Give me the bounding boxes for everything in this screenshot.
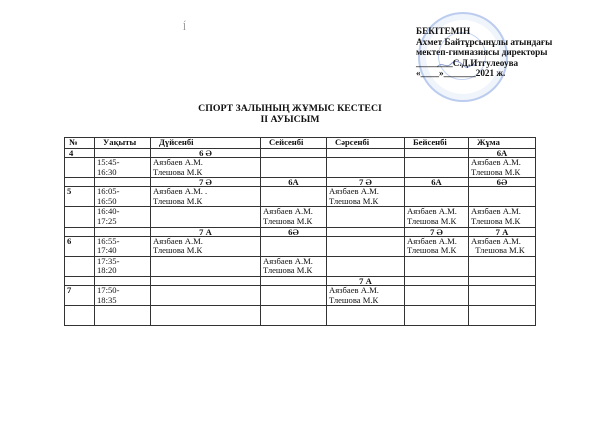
- cell-line: Аязбаев А.М.: [263, 256, 313, 266]
- cell-line: Аязбаев А.М.: [329, 186, 379, 197]
- table-cell: [327, 306, 405, 326]
- cell-line: 16:55-: [97, 236, 120, 246]
- table-cell: [261, 285, 327, 305]
- row-number-cell: [65, 306, 95, 326]
- table-row: [65, 236, 536, 256]
- table-cell: [405, 207, 469, 227]
- table-cell: [405, 187, 469, 207]
- table-cell: [151, 207, 261, 227]
- cell-line: Аязбаев А.М.: [329, 285, 379, 295]
- table-cell: [327, 149, 405, 158]
- cell-line: Тлешова М.К: [407, 245, 457, 256]
- table-cell: [405, 276, 469, 285]
- approval-line: ________С.Д.Итгулеоува: [416, 57, 519, 68]
- table-cell: [261, 306, 327, 326]
- table-cell: [151, 256, 261, 276]
- table-cell: [261, 207, 327, 227]
- row-number-cell: [65, 256, 95, 276]
- cell-line: Тлешова М.К: [329, 195, 379, 206]
- cell-line: 17:35-: [97, 256, 120, 266]
- cell-line: 7 А: [199, 227, 212, 237]
- table-cell: [327, 187, 405, 207]
- table-row: [65, 187, 536, 207]
- cell-line: Аязбаев А.М.: [153, 157, 203, 167]
- row-number-cell: [65, 187, 95, 207]
- approval-line: Ахмет Байтұрсынұлы атындағы: [416, 36, 553, 47]
- cell-line: 6Ә: [288, 227, 299, 237]
- table-cell: [151, 149, 261, 158]
- table-cell: [261, 256, 327, 276]
- schedule-table: [64, 137, 536, 326]
- table-cell: [261, 158, 327, 178]
- class-group-row: [65, 227, 536, 236]
- table-header-row: [65, 138, 536, 149]
- time-cell: [95, 276, 151, 285]
- table-cell: [151, 236, 261, 256]
- row-number-cell: [65, 158, 95, 178]
- time-cell: [95, 285, 151, 305]
- table-cell: [469, 178, 536, 187]
- cell-line: Аязбаев А.М.: [153, 236, 203, 246]
- table-cell: [405, 178, 469, 187]
- table-cell: [151, 187, 261, 207]
- cell-line: 7 А: [495, 227, 509, 237]
- cell-line: Аязбаев А.М.: [407, 206, 457, 217]
- cell-line: 16:05-: [97, 186, 120, 197]
- table-cell: [405, 306, 469, 326]
- approval-line: БЕКІТЕМІН: [416, 26, 471, 36]
- table-cell: [327, 178, 405, 187]
- cell-line: 5: [67, 186, 72, 197]
- cell-line: 17:25: [97, 215, 117, 226]
- table-cell: [151, 158, 261, 178]
- cell-line: Тлешова М.К: [153, 195, 203, 206]
- class-group-row: [65, 276, 536, 285]
- row-number-cell: [65, 285, 95, 305]
- column-header: №: [65, 138, 95, 149]
- table-cell: [469, 207, 536, 227]
- row-number-cell: [65, 178, 95, 187]
- cell-line: 7 Ә: [199, 177, 212, 187]
- time-cell: [95, 256, 151, 276]
- time-cell: [95, 227, 151, 236]
- table-cell: [405, 256, 469, 276]
- cell-line: 6Ә: [496, 177, 508, 187]
- table-cell: [469, 158, 536, 178]
- table-cell: [261, 178, 327, 187]
- table-cell: [261, 187, 327, 207]
- column-header: Дүйсенбі: [151, 138, 261, 149]
- corner-mark: ĺ: [183, 22, 186, 33]
- cell-line: 16:30: [97, 166, 117, 177]
- cell-line: 6А: [431, 177, 442, 187]
- time-cell: [95, 149, 151, 158]
- cell-line: 4: [69, 148, 74, 158]
- cell-line: 15:45-: [97, 157, 120, 167]
- cell-line: 18:20: [97, 265, 117, 276]
- row-number-cell: [65, 276, 95, 285]
- table-cell: [151, 306, 261, 326]
- cell-line: Аязбаев А.М.: [407, 236, 457, 246]
- cell-line: 7 А: [359, 276, 372, 286]
- cell-line: Тлешова М.К: [263, 215, 313, 226]
- table-cell: [327, 285, 405, 305]
- approval-line: мектеп-гимназиясы директоры: [416, 47, 548, 57]
- table-cell: [405, 158, 469, 178]
- cell-line: Тлешова М.К: [329, 294, 379, 305]
- table-cell: [151, 227, 261, 236]
- cell-line: Аязбаев А.М.: [471, 206, 521, 217]
- schedule-title: СПОРТ ЗАЛЫНЫҢ ЖҰМЫС КЕСТЕСІ: [198, 103, 382, 114]
- cell-line: 17:50-: [97, 285, 120, 295]
- table-cell: [469, 187, 536, 207]
- row-number-cell: [65, 149, 95, 158]
- cell-line: 7 Ә: [430, 227, 443, 237]
- table-cell: [151, 285, 261, 305]
- cell-line: Тлешова М.К: [263, 265, 313, 276]
- cell-line: 16:40-: [97, 206, 120, 217]
- cell-line: Тлешова М.К: [153, 166, 203, 177]
- table-cell: [405, 149, 469, 158]
- table-row: [65, 285, 536, 305]
- table-row: [65, 306, 536, 326]
- time-cell: [95, 158, 151, 178]
- table-cell: [327, 256, 405, 276]
- table-cell: [261, 276, 327, 285]
- cell-line: Тлешова М.К: [471, 166, 521, 177]
- row-number-cell: [65, 227, 95, 236]
- time-cell: [95, 306, 151, 326]
- cell-line: Аязбаев А.М.: [263, 206, 313, 217]
- table-cell: [469, 285, 536, 305]
- cell-line: Аязбаев А.М.: [471, 157, 521, 167]
- table-cell: [261, 236, 327, 256]
- approval-block: [416, 26, 586, 79]
- table-cell: [469, 236, 536, 256]
- table-cell: [151, 178, 261, 187]
- table-cell: [405, 285, 469, 305]
- table-cell: [327, 207, 405, 227]
- cell-line: 6А: [288, 177, 299, 187]
- cell-line: 6А: [496, 148, 508, 158]
- table-cell: [469, 149, 536, 158]
- time-cell: [95, 178, 151, 187]
- column-header: Бейсенбі: [405, 138, 469, 149]
- time-cell: [95, 207, 151, 227]
- column-header: Уақыты: [95, 138, 151, 149]
- table-cell: [405, 236, 469, 256]
- cell-line: 6: [67, 236, 72, 246]
- cell-line: Тлешова М.К: [153, 245, 203, 256]
- cell-line: 16:50: [97, 195, 117, 206]
- cell-line: Аязбаев А.М. .: [153, 186, 208, 197]
- row-number-cell: [65, 236, 95, 256]
- table-cell: [261, 227, 327, 236]
- table-cell: [327, 276, 405, 285]
- shift-subtitle: II АУЫСЫМ: [260, 114, 320, 125]
- row-number-cell: [65, 207, 95, 227]
- time-cell: [95, 236, 151, 256]
- table-cell: [469, 227, 536, 236]
- table-cell: [469, 276, 536, 285]
- table-cell: [327, 236, 405, 256]
- cell-line: 17:40: [97, 245, 117, 256]
- cell-line: Тлешова М.К: [471, 245, 525, 256]
- cell-line: Тлешова М.К: [407, 215, 457, 226]
- cell-line: 6 Ә: [199, 148, 212, 158]
- table-row: [65, 207, 536, 227]
- column-header: Сәрсенбі: [327, 138, 405, 149]
- cell-line: 7: [67, 285, 72, 295]
- table-row: [65, 158, 536, 178]
- table-cell: [327, 158, 405, 178]
- time-cell: [95, 187, 151, 207]
- table-cell: [151, 276, 261, 285]
- table-cell: [469, 306, 536, 326]
- cell-line: Тлешова М.К: [471, 215, 521, 226]
- column-header: Сейсенбі: [261, 138, 327, 149]
- cell-line: 18:35: [97, 294, 117, 305]
- approval-line: «____»_______2021 ж.: [416, 68, 506, 78]
- cell-line: Аязбаев А.М.: [471, 236, 521, 246]
- table-cell: [405, 227, 469, 236]
- table-cell: [327, 227, 405, 236]
- table-cell: [261, 149, 327, 158]
- class-group-row: [65, 178, 536, 187]
- column-header: Жұма: [469, 138, 536, 149]
- table-cell: [469, 256, 536, 276]
- class-group-row: [65, 149, 536, 158]
- table-row: [65, 256, 536, 276]
- cell-line: 7 Ә: [359, 177, 372, 187]
